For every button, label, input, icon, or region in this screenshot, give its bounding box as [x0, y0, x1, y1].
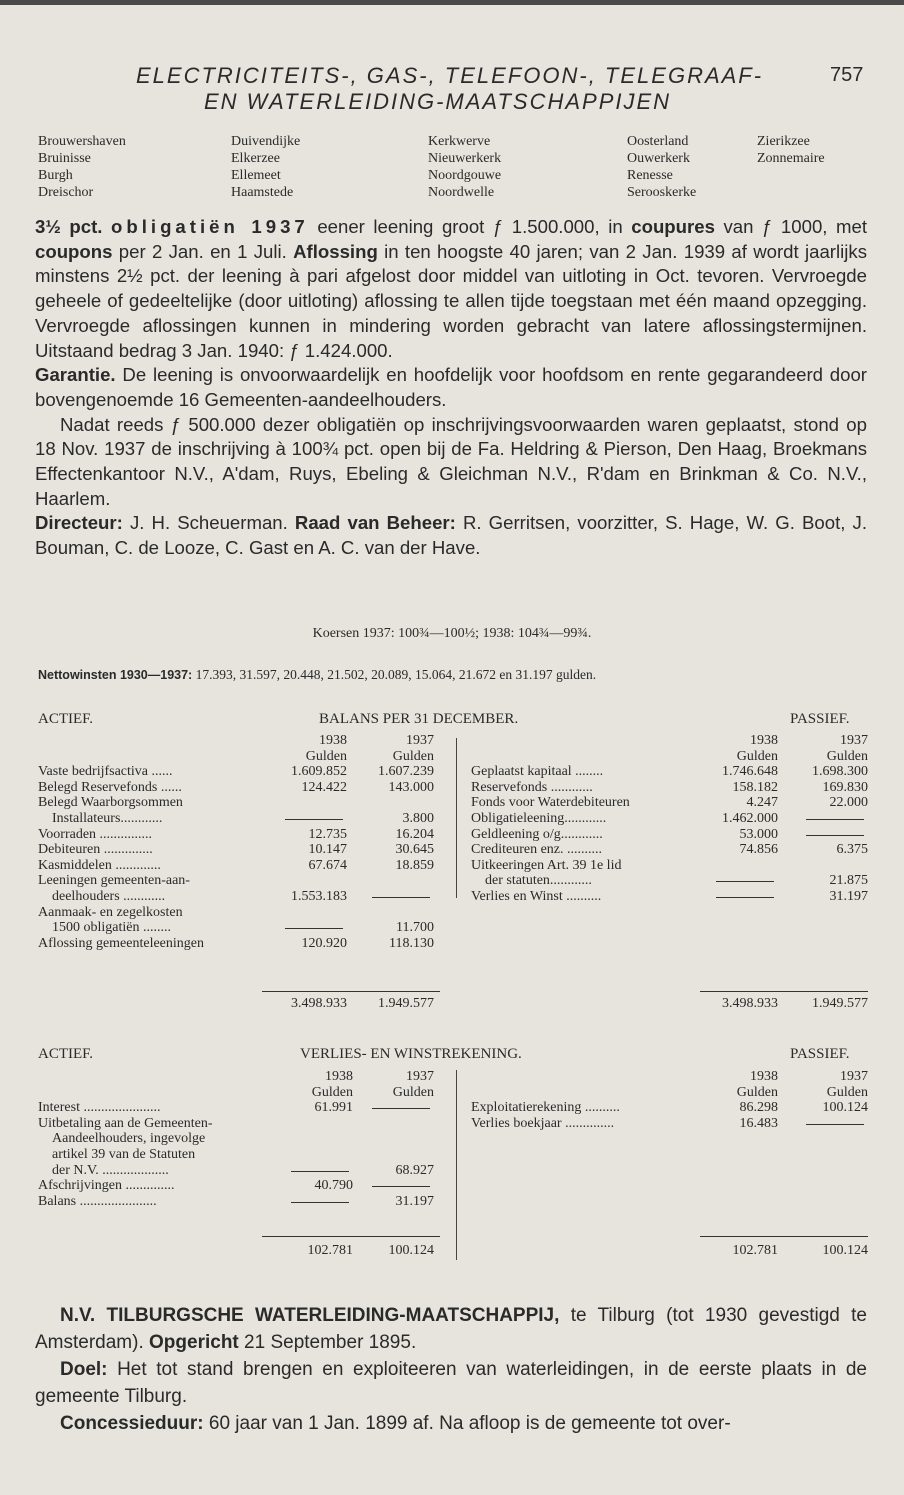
amount-cell: 124.422 — [301, 779, 347, 795]
passiva-label: Geplaatst kapitaal ........ — [471, 764, 604, 780]
year-header: 1938 — [750, 733, 778, 748]
activa-label: Kasmiddelen ............. — [38, 857, 161, 873]
town: Noordgouwe — [428, 168, 502, 183]
activa-label: der N.V. ................... — [52, 1162, 169, 1178]
text: te Tilburg (tot 1930 gevestigd te Amsterdam). — [35, 1305, 867, 1353]
passiva-label: Verlies en Winst .......... — [471, 889, 602, 904]
year-header: 1937 — [406, 733, 434, 748]
town: Dreischor — [38, 185, 94, 200]
town: Nieuwerkerk — [428, 151, 502, 166]
nettowinsten-label: Nettowinsten 1930—1937: — [38, 668, 193, 682]
unit-header: Gulden — [826, 1084, 868, 1100]
nil-dash — [806, 835, 864, 836]
activa-label: Aanmaak- en zegelkosten — [38, 904, 183, 920]
text: in ten hoogste 40 jaren; van 2 Jan. 1939 af wordt jaarlijks minstens 2½ pct. der leening à pari afgelost door middel van uitloting in Oct. tevoren. Vervroegde geheele of gedeeltelijke (door uitloting) aflossing te allen tijde toegstaan met één maand opzegging. Vervroegde aflossingen kunnen in mindering worden gebracht van latere aflossingstermijnen. Uitstaand bedrag 3 Jan. 1940: ƒ 1.424.000. — [35, 240, 867, 361]
activa-label: Belegd Waarborgsommen — [38, 795, 183, 811]
activa-label: Uitbetaling aan de Gemeenten- — [38, 1115, 213, 1131]
vw-title: VERLIES- EN WINSTREKENING. — [300, 1046, 522, 1062]
tilburg-doel — [35, 1356, 867, 1410]
activa-label: Aandeelhouders, ingevolge — [52, 1131, 206, 1147]
garantie-paragraph — [35, 363, 867, 412]
towns-col-2 — [231, 133, 300, 201]
tilburg-intro — [35, 1302, 867, 1356]
town: Haamstede — [231, 185, 294, 200]
amount-cell: 4.247 — [746, 795, 778, 811]
amount-cell: 18.859 — [395, 857, 434, 873]
total-rule — [262, 991, 440, 992]
amount-cell: 16.483 — [739, 1115, 778, 1131]
text: per 2 Jan. en 1 Juli. — [112, 240, 294, 262]
town: Brouwershaven — [38, 134, 126, 149]
passiva-label: Geldleening o/g............ — [471, 826, 603, 842]
amount-cell: 68.927 — [395, 1162, 434, 1178]
nil-dash — [716, 881, 774, 882]
keyword: Raad van Beheer: — [294, 512, 456, 534]
towns-col-5 — [757, 133, 825, 167]
company-name: N.V. TILBURGSCHE WATERLEIDING-MAATSCHAPPIJ, — [60, 1305, 560, 1326]
amount-cell: 30.645 — [395, 842, 434, 858]
amount-cell: 1.698.300 — [812, 764, 868, 780]
unit-header: Gulden — [305, 748, 347, 764]
unit-header: Gulden — [736, 1084, 778, 1100]
nil-dash — [716, 897, 774, 898]
vw-divider — [456, 1070, 457, 1260]
total-amount: 1.949.577 — [812, 996, 868, 1011]
amount-cell: 118.130 — [389, 935, 434, 951]
directie-paragraph — [35, 511, 867, 560]
keyword: coupons — [35, 240, 113, 262]
unit-header: Gulden — [826, 748, 868, 764]
activa-label: Aflossing gemeenteleeningen — [38, 935, 205, 951]
amount-cell: 3.800 — [402, 811, 434, 826]
page-number: 757 — [830, 64, 864, 86]
keyword: Aflossing — [293, 240, 378, 262]
keyword: Concessieduur: — [60, 1413, 204, 1434]
text: 21 September 1895. — [238, 1332, 417, 1353]
amount-cell: 22.000 — [829, 795, 868, 811]
balans-passief-heading: PASSIEF. — [790, 711, 850, 727]
passiva-label: Reservefonds ............ — [471, 779, 593, 795]
passiva-label: Verlies boekjaar .............. — [471, 1115, 615, 1131]
town: Noordwelle — [428, 185, 495, 200]
amount-cell: 74.856 — [739, 842, 778, 858]
towns-col-4 — [627, 133, 696, 201]
unit-header: Gulden — [311, 1084, 353, 1100]
nil-dash — [372, 1108, 430, 1109]
town: Bruinisse — [38, 151, 91, 166]
total-amount: 102.781 — [307, 1243, 353, 1258]
activa-label: 1500 obligatiën ........ — [52, 920, 171, 936]
total-amount: 3.498.933 — [722, 996, 778, 1011]
amount-cell: 169.830 — [822, 779, 868, 795]
year-header: 1938 — [325, 1069, 353, 1084]
amount-cell: 40.790 — [314, 1178, 353, 1194]
passiva-label: Crediteuren enz. .......... — [471, 842, 603, 858]
year-header: 1938 — [750, 1069, 778, 1084]
total-amount: 3.498.933 — [291, 996, 347, 1011]
nadat-paragraph: Nadat reeds ƒ 500.000 dezer obligatiën op inschrijvingsvoorwaarden waren geplaatst, stond op 18 Nov. 1937 de inschrijving à 100¾ pct. open bij de Fa. Heldring & Pierson, Den Haag, Broekmans Effectenkantoor N.V., A'dam, Ruys, Ebeling & Gleichman N.V., R'dam en Brinkman & Co. N.V., Haarlem. — [35, 413, 867, 509]
text: J. H. Scheuerman. — [122, 512, 295, 534]
nil-dash — [291, 1202, 349, 1203]
year-header: 1937 — [840, 733, 868, 748]
vw-actief-heading: ACTIEF. — [38, 1046, 94, 1062]
amount-cell: 16.204 — [395, 826, 434, 842]
town: Kerkwerve — [428, 134, 491, 149]
nil-dash — [372, 1186, 430, 1187]
balans-actief-heading: ACTIEF. — [38, 711, 94, 727]
town: Elkerzee — [231, 151, 280, 166]
text: eener leening groot ƒ 1.500.000, in — [308, 216, 632, 237]
nil-dash — [285, 928, 343, 929]
town: Renesse — [627, 168, 673, 183]
amount-cell: 12.735 — [308, 826, 347, 842]
year-header: 1937 — [840, 1069, 868, 1084]
amount-cell: 21.875 — [829, 873, 868, 889]
town: Oosterland — [627, 134, 689, 149]
activa-label: Installateurs............ — [52, 811, 163, 826]
amount-cell: 10.147 — [308, 842, 347, 858]
towns-col-3 — [428, 133, 501, 201]
unit-header: Gulden — [392, 1084, 434, 1100]
amount-cell: 100.124 — [822, 1100, 868, 1116]
town: Ellemeet — [231, 168, 281, 183]
koersen-line: Koersen 1937: 100¾—100½; 1938: 104¾—99¾. — [312, 626, 592, 641]
passiva-label: der statuten............ — [485, 873, 592, 889]
town: Burgh — [38, 168, 73, 183]
amount-cell: 143.000 — [388, 779, 434, 795]
keyword: coupures — [631, 216, 715, 237]
amount-cell: 67.674 — [308, 857, 347, 873]
activa-label: Belegd Reservefonds ...... — [38, 779, 182, 795]
nil-dash — [372, 897, 430, 898]
amount-cell: 1.746.648 — [722, 764, 778, 780]
keyword: Opgericht — [149, 1332, 239, 1353]
amount-cell: 61.991 — [314, 1100, 353, 1116]
amount-cell: 1.607.239 — [378, 764, 434, 780]
year-header: 1937 — [406, 1069, 434, 1084]
activa-label: Afschrijvingen .............. — [38, 1178, 175, 1194]
nettowinsten-values: 17.393, 31.597, 20.448, 21.502, 20.089, 15.064, 21.672 en 31.197 gulden. — [195, 667, 597, 682]
unit-header: Gulden — [392, 748, 434, 764]
total-amount: 1.949.577 — [378, 996, 434, 1011]
amount-cell: 1.553.183 — [291, 889, 347, 904]
town: Duivendijke — [231, 134, 301, 149]
year-header: 1938 — [319, 733, 347, 748]
amount-cell: 31.197 — [395, 1193, 434, 1209]
tilburg-section — [35, 1302, 867, 1437]
total-rule — [262, 1236, 440, 1237]
amount-cell: 86.298 — [739, 1100, 778, 1116]
towns-col-1 — [38, 133, 126, 201]
activa-label: Balans ...................... — [38, 1193, 157, 1209]
keyword: Directeur: — [35, 512, 123, 534]
town: Serooskerke — [627, 185, 697, 200]
total-rule — [700, 991, 868, 992]
pct-label: 3½ pct. — [35, 216, 103, 237]
amount-cell: 1.609.852 — [291, 764, 347, 780]
nil-dash — [291, 1171, 349, 1172]
balans-title: BALANS PER 31 DECEMBER. — [319, 711, 519, 727]
activa-label: Interest ...................... — [38, 1100, 161, 1116]
amount-cell: 158.182 — [732, 779, 778, 795]
text: 60 jaar van 1 Jan. 1899 af. Na afloop is de gemeente tot over- — [203, 1413, 731, 1434]
obligaties-section — [35, 215, 867, 561]
nettowinsten-line — [38, 667, 596, 683]
passiva-label: Exploitatierekening .......... — [471, 1100, 620, 1116]
amount-cell: 6.375 — [836, 842, 868, 858]
town: Ouwerkerk — [627, 151, 690, 166]
obligaties-title: obligatiën 1937 — [111, 216, 309, 237]
text: van ƒ 1000, met — [714, 216, 868, 237]
activa-label: Leeningen gemeenten-aan- — [38, 873, 190, 889]
town: Zierikzee — [757, 134, 810, 149]
nil-dash — [806, 1124, 864, 1125]
balans-divider — [456, 738, 457, 898]
activa-label: artikel 39 van de Statuten — [52, 1147, 196, 1162]
text: De leening is onvoorwaardelijk en hoofdelijk voor hoofdsom en rente gegarandeerd door bovengenoemde 16 Gemeenten-aandeelhouders. — [35, 364, 867, 410]
keyword: Garantie. — [35, 364, 116, 386]
nil-dash — [806, 819, 864, 820]
amount-cell: 31.197 — [829, 889, 868, 904]
total-amount: 102.781 — [732, 1243, 778, 1258]
activa-label: Voorraden ............... — [38, 826, 153, 842]
text: Het tot stand brengen en exploiteeren van waterleidingen, in de eerste plaats in de gemeente Tilburg. — [35, 1359, 867, 1407]
passiva-label: Uitkeeringen Art. 39 1e lid — [471, 857, 622, 873]
activa-label: Debiteuren .............. — [38, 842, 153, 858]
keyword: Doel: — [60, 1359, 108, 1380]
text: R. Gerritsen, voorzitter, S. Hage, W. G. Boot, J. Bouman, C. de Looze, C. Gast en A. C. van der Have. — [35, 512, 867, 559]
total-rule — [700, 1236, 868, 1237]
total-amount: 100.124 — [822, 1243, 868, 1258]
amount-cell: 11.700 — [396, 920, 434, 936]
running-header-line2: EN WATERLEIDING-MAATSCHAPPIJEN — [204, 89, 672, 114]
total-amount: 100.124 — [388, 1243, 434, 1258]
amount-cell: 120.920 — [301, 935, 347, 951]
passiva-label: Obligatieleening............ — [471, 811, 607, 826]
vw-passief-heading: PASSIEF. — [790, 1046, 850, 1062]
unit-header: Gulden — [736, 748, 778, 764]
running-header-line1: ELECTRICITEITS-, GAS-, TELEFOON-, TELEGRAAF- — [136, 63, 764, 88]
activa-label: Vaste bedrijfsactiva ...... — [38, 764, 173, 780]
nil-dash — [285, 819, 343, 820]
page-top-edge — [0, 0, 904, 5]
town: Zonnemaire — [757, 151, 825, 166]
passiva-label: Fonds voor Waterdebiteuren — [471, 795, 630, 811]
activa-label: deelhouders ............ — [52, 889, 166, 904]
tilburg-concessie — [35, 1410, 867, 1437]
amount-cell: 1.462.000 — [722, 811, 778, 826]
obligaties-paragraph — [35, 215, 867, 363]
amount-cell: 53.000 — [739, 826, 778, 842]
